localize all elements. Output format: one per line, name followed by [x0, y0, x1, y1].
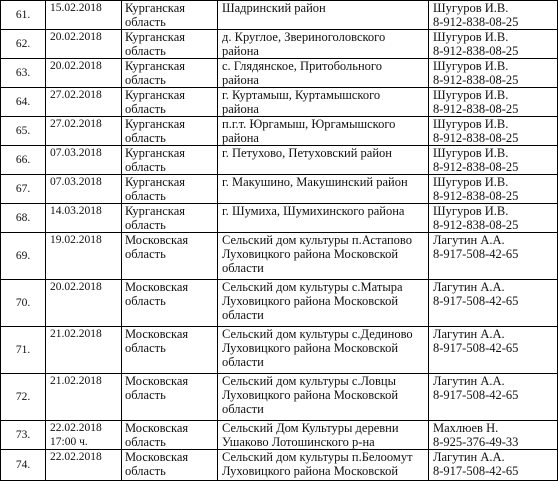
row-region: Курганская область [122, 1, 218, 30]
row-number: 67. [1, 175, 46, 204]
table-row [1, 450, 558, 481]
row-region: Курганская область [122, 117, 218, 146]
row-region: Московская область [122, 450, 218, 481]
table-row [1, 117, 558, 146]
row-number: 72. [1, 374, 46, 421]
row-number: 65. [1, 117, 46, 146]
row-region: Московская область [122, 327, 218, 374]
row-place: д. Круглое, Звериноголовского района [218, 30, 429, 59]
row-place: г. Петухово, Петуховский район [218, 146, 429, 175]
row-number: 69. [1, 233, 46, 280]
row-contact: Шугуров И.В. 8-912-838-08-25 [429, 146, 558, 175]
row-place: Сельский Дом Культуры деревни Ушаково Лотошинского р-на [218, 421, 429, 450]
row-contact: Шугуров И.В. 8-912-838-08-25 [429, 1, 558, 30]
row-contact: Шугуров И.В. 8-912-838-08-25 [429, 204, 558, 233]
row-contact: Шугуров И.В. 8-912-838-08-25 [429, 88, 558, 117]
row-region: Московская область [122, 374, 218, 421]
row-region: Курганская область [122, 146, 218, 175]
row-number: 71. [1, 327, 46, 374]
row-date: 21.02.2018 [46, 374, 122, 421]
row-place: г. Шумиха, Шумихинского района [218, 204, 429, 233]
table-row [1, 175, 558, 204]
row-contact: Лагутин А.А. 8-917-508-42-65 [429, 450, 558, 481]
row-region: Московская область [122, 233, 218, 280]
row-date: 21.02.2018 [46, 327, 122, 374]
table-row [1, 146, 558, 175]
table-row [1, 421, 558, 450]
row-date: 07.03.2018 [46, 175, 122, 204]
row-region: Курганская область [122, 30, 218, 59]
row-contact: Шугуров И.В. 8-912-838-08-25 [429, 117, 558, 146]
row-number: 61. [1, 1, 46, 30]
table-row [1, 233, 558, 280]
row-date: 19.02.2018 [46, 233, 122, 280]
row-place: Сельский дом культуры п.Астапово Луховицкого района Московской области [218, 233, 429, 280]
row-contact: Шугуров И.В. 8-912-838-08-25 [429, 30, 558, 59]
row-place: Сельский дом культуры с.Матыра Луховицкого района Московской области [218, 280, 429, 327]
row-place: г. Куртамыш, Куртамышского района [218, 88, 429, 117]
table-row [1, 88, 558, 117]
row-date: 07.03.2018 [46, 146, 122, 175]
row-date: 22.02.2018 17:00 ч. [46, 421, 122, 450]
table-row [1, 1, 558, 30]
row-date: 22.02.2018 [46, 450, 122, 481]
table-row [1, 280, 558, 327]
row-number: 74. [1, 450, 46, 481]
row-date: 20.02.2018 [46, 59, 122, 88]
row-date: 27.02.2018 [46, 88, 122, 117]
row-region: Курганская область [122, 59, 218, 88]
row-place: с. Глядянское, Притобольного района [218, 59, 429, 88]
row-contact: Махлюев Н. 8-925-376-49-33 [429, 421, 558, 450]
row-number: 66. [1, 146, 46, 175]
row-region: Московская область [122, 280, 218, 327]
row-place: Сельский дом культуры п.Белоомут Луховицкого района Московской [218, 450, 429, 481]
row-contact: Лагутин А.А. 8-917-508-42-65 [429, 327, 558, 374]
table-row [1, 374, 558, 421]
row-number: 62. [1, 30, 46, 59]
row-place: Сельский дом культуры с.Ловцы Луховицкого района Московской области [218, 374, 429, 421]
row-date: 20.02.2018 [46, 280, 122, 327]
row-region: Курганская область [122, 175, 218, 204]
row-number: 73. [1, 421, 46, 450]
table-row [1, 204, 558, 233]
row-date: 14.03.2018 [46, 204, 122, 233]
row-region: Московская область [122, 421, 218, 450]
row-number: 64. [1, 88, 46, 117]
row-date: 15.02.2018 [46, 1, 122, 30]
row-date: 27.02.2018 [46, 117, 122, 146]
row-place: п.г.т. Юргамыш, Юргамышского района [218, 117, 429, 146]
row-contact: Лагутин А.А. 8-917-508-42-65 [429, 280, 558, 327]
table-row [1, 327, 558, 374]
row-date: 20.02.2018 [46, 30, 122, 59]
row-place: г. Макушино, Макушинский район [218, 175, 429, 204]
row-number: 70. [1, 280, 46, 327]
row-number: 68. [1, 204, 46, 233]
row-region: Курганская область [122, 204, 218, 233]
table-row [1, 30, 558, 59]
row-number: 63. [1, 59, 46, 88]
row-region: Курганская область [122, 88, 218, 117]
row-contact: Лагутин А.А. 8-917-508-42-65 [429, 374, 558, 421]
row-place: Шадринский район [218, 1, 429, 30]
row-contact: Лагутин А.А. 8-917-508-42-65 [429, 233, 558, 280]
row-place: Сельский дом культуры с.Дединово Луховицкого района Московской области [218, 327, 429, 374]
table-row [1, 59, 558, 88]
row-contact: Шугуров И.В. 8-912-838-08-25 [429, 59, 558, 88]
row-contact: Шугуров И.В. 8-912-838-08-25 [429, 175, 558, 204]
